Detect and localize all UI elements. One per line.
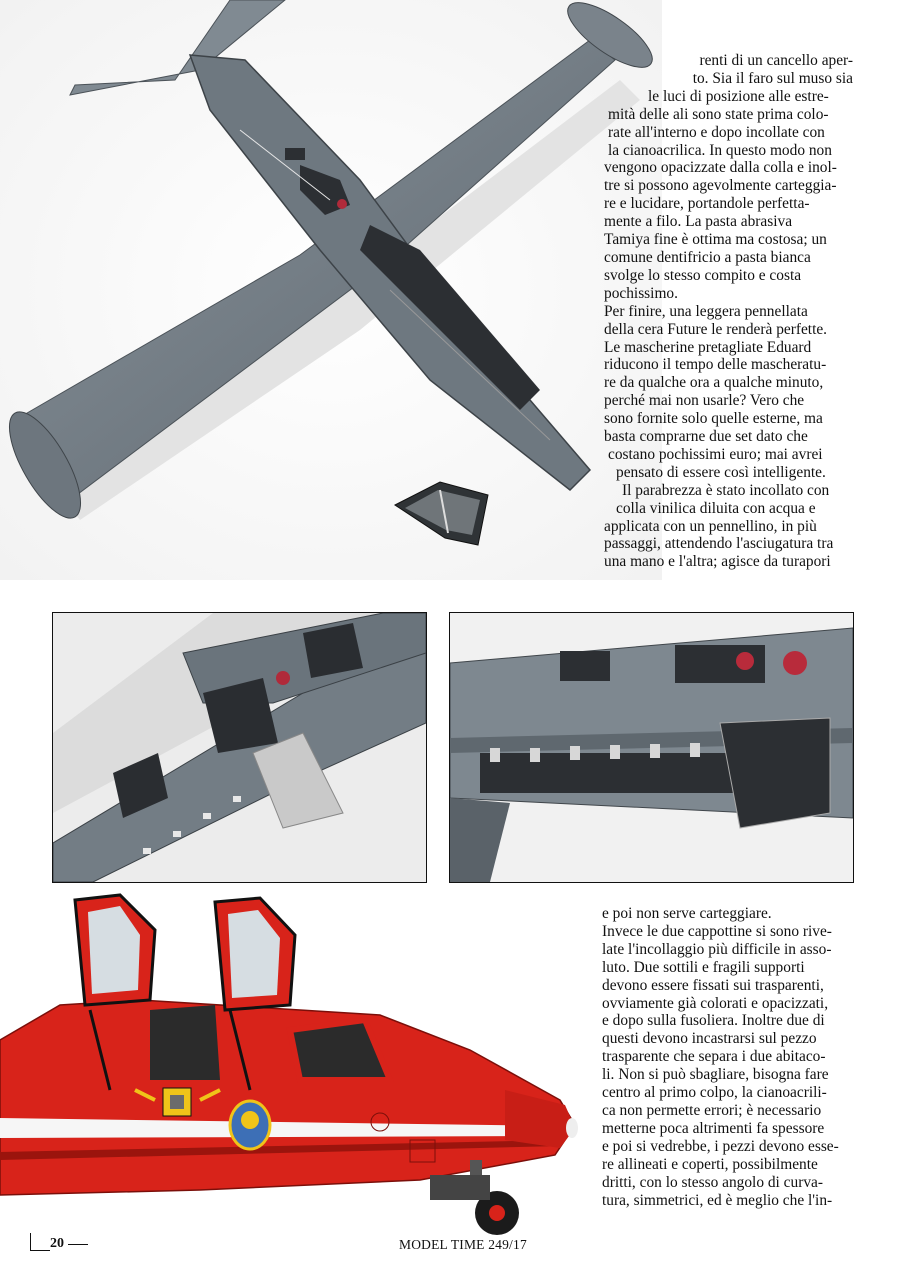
text-line: costano pochissimi euro; mai avrei [608, 445, 823, 463]
text-line: e poi non serve carteggiare. [602, 905, 772, 922]
text-line: questi devono incastrarsi sul pezzo [602, 1030, 817, 1048]
text-line: e poi si vedrebbe, i pezzi devono esse- [602, 1137, 839, 1155]
text-line: Per finire, una leggera pennellata [604, 302, 808, 320]
text-line: le luci di posizione alle estre- [648, 87, 829, 105]
fuselage-detail-right-illustration [450, 613, 853, 882]
red-aircraft-illustration [0, 890, 600, 1242]
text-line: colla vinilica diluita con acqua e [616, 499, 816, 517]
photo-fuselage-detail-right [449, 612, 854, 883]
text-line: tura, simmetrici, ed è meglio che l'in- [602, 1191, 833, 1209]
magazine-issue: MODEL TIME 249/17 [399, 1237, 527, 1252]
text-line: late l'incollaggio più difficile in asso- [602, 940, 832, 958]
text-line: perché mai non usarle? Vero che [604, 392, 805, 410]
page-number: 20 [50, 1236, 64, 1251]
text-line: metterne poca altrimenti fa spessore [602, 1119, 825, 1137]
text-line: mità delle ali sono state prima colo- [608, 105, 829, 123]
text-line: re allineati e coperti, possibilmente [602, 1155, 818, 1173]
text-line: mente a filo. La pasta abrasiva [604, 213, 793, 231]
text-line: Le mascherine pretagliate Eduard [604, 338, 812, 356]
text-line: della cera Future le renderà perfette. [604, 320, 828, 338]
footer-rule-left [30, 1233, 31, 1251]
text-line: applicata con un pennellino, in più [604, 517, 817, 535]
text-line: devono essere fissati sui trasparenti, [602, 976, 824, 994]
text-line: e dopo sulla fusoliera. Inoltre due di [602, 1012, 825, 1030]
text-line: centro al primo colpo, la cianoacrili- [602, 1084, 827, 1102]
photo-red-aircraft-canopies [0, 890, 600, 1242]
text-line: riducono il tempo delle mascheratu- [604, 356, 827, 374]
text-line: vengono opacizzate dalla colla e inol- [604, 159, 837, 177]
aircraft-top-view-illustration [0, 0, 662, 580]
text-line: re e lucidare, portandole perfetta- [604, 195, 810, 213]
footer-rule-short [30, 1250, 50, 1251]
text-column-bottom [602, 905, 853, 1209]
text-column-top [604, 52, 853, 571]
text-line: una mano e l'altra; agisce da turapori [604, 553, 831, 571]
text-line: luto. Due sottili e fragili supporti [602, 958, 805, 976]
text-line: svolge lo stesso compito e costa [604, 266, 802, 284]
text-line: dritti, con lo stesso angolo di curva- [602, 1173, 823, 1191]
text-line: Invece le due cappottine si sono rive- [602, 922, 832, 940]
text-line: trasparente che separa i due abitaco- [602, 1048, 826, 1066]
photo-aircraft-top-view [0, 0, 662, 580]
text-line: ovviamente già colorati e opacizzati, [602, 994, 829, 1012]
text-line: sono fornite solo quelle esterne, ma [604, 410, 823, 428]
text-line: tre si possono agevolmente carteggia- [604, 177, 837, 195]
text-line: rate all'interno e dopo incollate con [608, 123, 825, 141]
text-line: renti di un cancello aper- [699, 52, 853, 69]
text-line: pensato di essere così intelligente. [616, 463, 826, 481]
text-line: ca non permette errori; è necessario [602, 1101, 822, 1119]
text-line: basta comprarne due set dato che [604, 428, 808, 446]
text-line: la cianoacrilica. In questo modo non [608, 141, 832, 159]
text-line: to. Sia il faro sul muso sia [692, 69, 853, 87]
text-line: passaggi, attendendo l'asciugatura tra [604, 535, 834, 553]
text-line: re da qualche ora a qualche minuto, [604, 374, 824, 392]
text-line: comune dentifricio a pasta bianca [604, 248, 811, 266]
text-line: li. Non si può sbagliare, bisogna fare [602, 1066, 829, 1084]
photo-fuselage-detail-left [52, 612, 427, 883]
text-line: pochissimo. [604, 284, 678, 302]
text-line: Tamiya fine è ottima ma costosa; un [604, 231, 827, 249]
footer-rule-after-number [68, 1244, 88, 1245]
text-line: Il parabrezza è stato incollato con [622, 481, 830, 499]
fuselage-detail-left-illustration [53, 613, 426, 882]
